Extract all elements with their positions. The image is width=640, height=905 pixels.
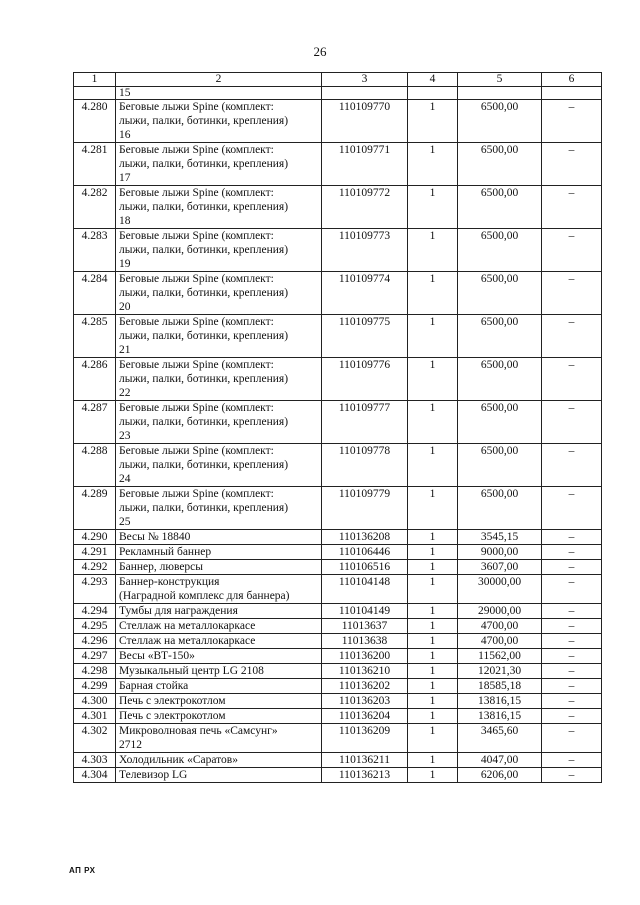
row-number: 4.292: [74, 560, 116, 575]
note: –: [542, 315, 602, 358]
price: 6500,00: [458, 444, 542, 487]
table-row: [74, 753, 602, 768]
table-row: [74, 272, 602, 315]
note: –: [542, 186, 602, 229]
row-number: 4.295: [74, 619, 116, 634]
header-col-3: 3: [322, 73, 408, 87]
table-row: [74, 315, 602, 358]
price: 9000,00: [458, 545, 542, 560]
quantity: 1: [408, 619, 458, 634]
quantity: 1: [408, 143, 458, 186]
row-number: 4.297: [74, 649, 116, 664]
header-col-5: 5: [458, 73, 542, 87]
header-col-4: 4: [408, 73, 458, 87]
row-number: 4.301: [74, 709, 116, 724]
item-name: Беговые лыжи Spine (комплект: лыжи, палки, ботинки, крепления) 16: [116, 100, 322, 143]
inventory-code: 110136203: [322, 694, 408, 709]
price: 4047,00: [458, 753, 542, 768]
price: 13816,15: [458, 709, 542, 724]
note: –: [542, 679, 602, 694]
price: 6500,00: [458, 272, 542, 315]
row-number: 4.285: [74, 315, 116, 358]
row-number: 4.280: [74, 100, 116, 143]
inventory-code: 110109779: [322, 487, 408, 530]
quantity: 1: [408, 530, 458, 545]
quantity: 1: [408, 604, 458, 619]
row-number: 4.290: [74, 530, 116, 545]
table-row: [74, 487, 602, 530]
table-row: [74, 229, 602, 272]
note: –: [542, 709, 602, 724]
footer-stamp: АП РХ: [69, 866, 96, 875]
table-row: [74, 724, 602, 753]
note: –: [542, 768, 602, 783]
header-col-2: 2: [116, 73, 322, 87]
row-number: 4.288: [74, 444, 116, 487]
quantity: 1: [408, 560, 458, 575]
row-number: 4.281: [74, 143, 116, 186]
quantity: 1: [408, 679, 458, 694]
row-number: 4.302: [74, 724, 116, 753]
price: 6500,00: [458, 487, 542, 530]
price: 6500,00: [458, 315, 542, 358]
quantity: 1: [408, 401, 458, 444]
inventory-code: 110136208: [322, 530, 408, 545]
item-name: Холодильник «Саратов»: [116, 753, 322, 768]
item-name: Телевизор LG: [116, 768, 322, 783]
note: –: [542, 649, 602, 664]
note: –: [542, 634, 602, 649]
note: –: [542, 604, 602, 619]
item-name: Беговые лыжи Spine (комплект: лыжи, палки, ботинки, крепления) 24: [116, 444, 322, 487]
note: –: [542, 401, 602, 444]
item-name: Беговые лыжи Spine (комплект: лыжи, палки, ботинки, крепления) 21: [116, 315, 322, 358]
quantity: 1: [408, 315, 458, 358]
note: –: [542, 358, 602, 401]
inventory-code: 110136213: [322, 768, 408, 783]
item-name: Баннер-конструкция (Наградной комплекс для баннера): [116, 575, 322, 604]
price: 3465,60: [458, 724, 542, 753]
note: –: [542, 530, 602, 545]
price: 6500,00: [458, 186, 542, 229]
price: 6500,00: [458, 229, 542, 272]
price: 13816,15: [458, 694, 542, 709]
note: –: [542, 545, 602, 560]
inventory-table: [73, 72, 602, 783]
price: 18585,18: [458, 679, 542, 694]
table-row: [74, 545, 602, 560]
inventory-code: 110109778: [322, 444, 408, 487]
item-name: Тумбы для награждения: [116, 604, 322, 619]
item-name: Беговые лыжи Spine (комплект: лыжи, палки, ботинки, крепления) 23: [116, 401, 322, 444]
inventory-code: 110136211: [322, 753, 408, 768]
quantity: 1: [408, 487, 458, 530]
table-row: [74, 575, 602, 604]
table-row: [74, 634, 602, 649]
inventory-code: 110136202: [322, 679, 408, 694]
item-name: Рекламный баннер: [116, 545, 322, 560]
row-number: 4.287: [74, 401, 116, 444]
note: –: [542, 100, 602, 143]
table-row: [74, 100, 602, 143]
table-row: [74, 649, 602, 664]
quantity: 1: [408, 575, 458, 604]
note: –: [542, 753, 602, 768]
row-number: 4.291: [74, 545, 116, 560]
row-number: 4.282: [74, 186, 116, 229]
row-number: 4.283: [74, 229, 116, 272]
continuation-row: [74, 87, 602, 100]
price: 4700,00: [458, 619, 542, 634]
note: –: [542, 229, 602, 272]
note: –: [542, 575, 602, 604]
inventory-code: 110109776: [322, 358, 408, 401]
table-row: [74, 604, 602, 619]
inventory-code: 110104149: [322, 604, 408, 619]
table-row: [74, 530, 602, 545]
price: 6206,00: [458, 768, 542, 783]
quantity: 1: [408, 358, 458, 401]
item-name: Музыкальный центр LG 2108: [116, 664, 322, 679]
row-number: 4.296: [74, 634, 116, 649]
item-name: Микроволновая печь «Самсунг» 2712: [116, 724, 322, 753]
inventory-code: 110136209: [322, 724, 408, 753]
quantity: 1: [408, 753, 458, 768]
table-row: [74, 664, 602, 679]
header-col-1: 1: [74, 73, 116, 87]
inventory-code: 110136200: [322, 649, 408, 664]
inventory-code: 110106446: [322, 545, 408, 560]
quantity: 1: [408, 649, 458, 664]
item-name: Стеллаж на металлокаркасе: [116, 634, 322, 649]
item-name: Барная стойка: [116, 679, 322, 694]
note: –: [542, 694, 602, 709]
note: –: [542, 560, 602, 575]
note: –: [542, 143, 602, 186]
quantity: 1: [408, 664, 458, 679]
inventory-code: 110109773: [322, 229, 408, 272]
price: 30000,00: [458, 575, 542, 604]
row-number: 4.298: [74, 664, 116, 679]
row-number: 4.300: [74, 694, 116, 709]
quantity: 1: [408, 272, 458, 315]
item-name: Весы «ВТ-150»: [116, 649, 322, 664]
row-number: 4.294: [74, 604, 116, 619]
row-number: 4.289: [74, 487, 116, 530]
page-number: 26: [313, 44, 327, 59]
table-row: [74, 358, 602, 401]
item-name: Беговые лыжи Spine (комплект: лыжи, палки, ботинки, крепления) 19: [116, 229, 322, 272]
price: 3607,00: [458, 560, 542, 575]
quantity: 1: [408, 186, 458, 229]
price: 29000,00: [458, 604, 542, 619]
item-name: Беговые лыжи Spine (комплект: лыжи, палки, ботинки, крепления) 22: [116, 358, 322, 401]
inventory-code: 110109771: [322, 143, 408, 186]
inventory-code: 110109774: [322, 272, 408, 315]
header-row: [74, 73, 602, 87]
inventory-code: 110136210: [322, 664, 408, 679]
price: 3545,15: [458, 530, 542, 545]
price: 6500,00: [458, 143, 542, 186]
inventory-code: 110109770: [322, 100, 408, 143]
quantity: 1: [408, 634, 458, 649]
table-row: [74, 709, 602, 724]
note: –: [542, 272, 602, 315]
quantity: 1: [408, 694, 458, 709]
price: 12021,30: [458, 664, 542, 679]
item-name: Беговые лыжи Spine (комплект: лыжи, палки, ботинки, крепления) 18: [116, 186, 322, 229]
inventory-code: 110109775: [322, 315, 408, 358]
row-number: 4.303: [74, 753, 116, 768]
price: 6500,00: [458, 358, 542, 401]
quantity: 1: [408, 444, 458, 487]
price: 6500,00: [458, 100, 542, 143]
inventory-code: 11013637: [322, 619, 408, 634]
price: 4700,00: [458, 634, 542, 649]
row-number: 4.299: [74, 679, 116, 694]
quantity: 1: [408, 545, 458, 560]
table-row: [74, 694, 602, 709]
table-row: [74, 401, 602, 444]
price: 11562,00: [458, 649, 542, 664]
quantity: 1: [408, 229, 458, 272]
item-name: Печь с электрокотлом: [116, 709, 322, 724]
note: –: [542, 444, 602, 487]
row-number: 4.284: [74, 272, 116, 315]
inventory-code: 110109772: [322, 186, 408, 229]
table-row: [74, 768, 602, 783]
item-name: Печь с электрокотлом: [116, 694, 322, 709]
note: –: [542, 487, 602, 530]
quantity: 1: [408, 100, 458, 143]
table-row: [74, 186, 602, 229]
quantity: 1: [408, 709, 458, 724]
price: 6500,00: [458, 401, 542, 444]
continuation-name: 15: [116, 87, 322, 100]
row-number: 4.304: [74, 768, 116, 783]
item-name: Стеллаж на металлокаркасе: [116, 619, 322, 634]
note: –: [542, 664, 602, 679]
item-name: Весы № 18840: [116, 530, 322, 545]
item-name: Беговые лыжи Spine (комплект: лыжи, палки, ботинки, крепления) 17: [116, 143, 322, 186]
table-row: [74, 619, 602, 634]
table-row: [74, 679, 602, 694]
table-row: [74, 444, 602, 487]
item-name: Беговые лыжи Spine (комплект: лыжи, палки, ботинки, крепления) 25: [116, 487, 322, 530]
inventory-code: 110104148: [322, 575, 408, 604]
quantity: 1: [408, 724, 458, 753]
row-number: 4.293: [74, 575, 116, 604]
table-row: [74, 143, 602, 186]
quantity: 1: [408, 768, 458, 783]
inventory-code: 110109777: [322, 401, 408, 444]
item-name: Баннер, люверсы: [116, 560, 322, 575]
inventory-code: 110136204: [322, 709, 408, 724]
inventory-code: 110106516: [322, 560, 408, 575]
inventory-code: 11013638: [322, 634, 408, 649]
row-number: 4.286: [74, 358, 116, 401]
note: –: [542, 619, 602, 634]
header-col-6: 6: [542, 73, 602, 87]
note: –: [542, 724, 602, 753]
table-row: [74, 560, 602, 575]
item-name: Беговые лыжи Spine (комплект: лыжи, палки, ботинки, крепления) 20: [116, 272, 322, 315]
